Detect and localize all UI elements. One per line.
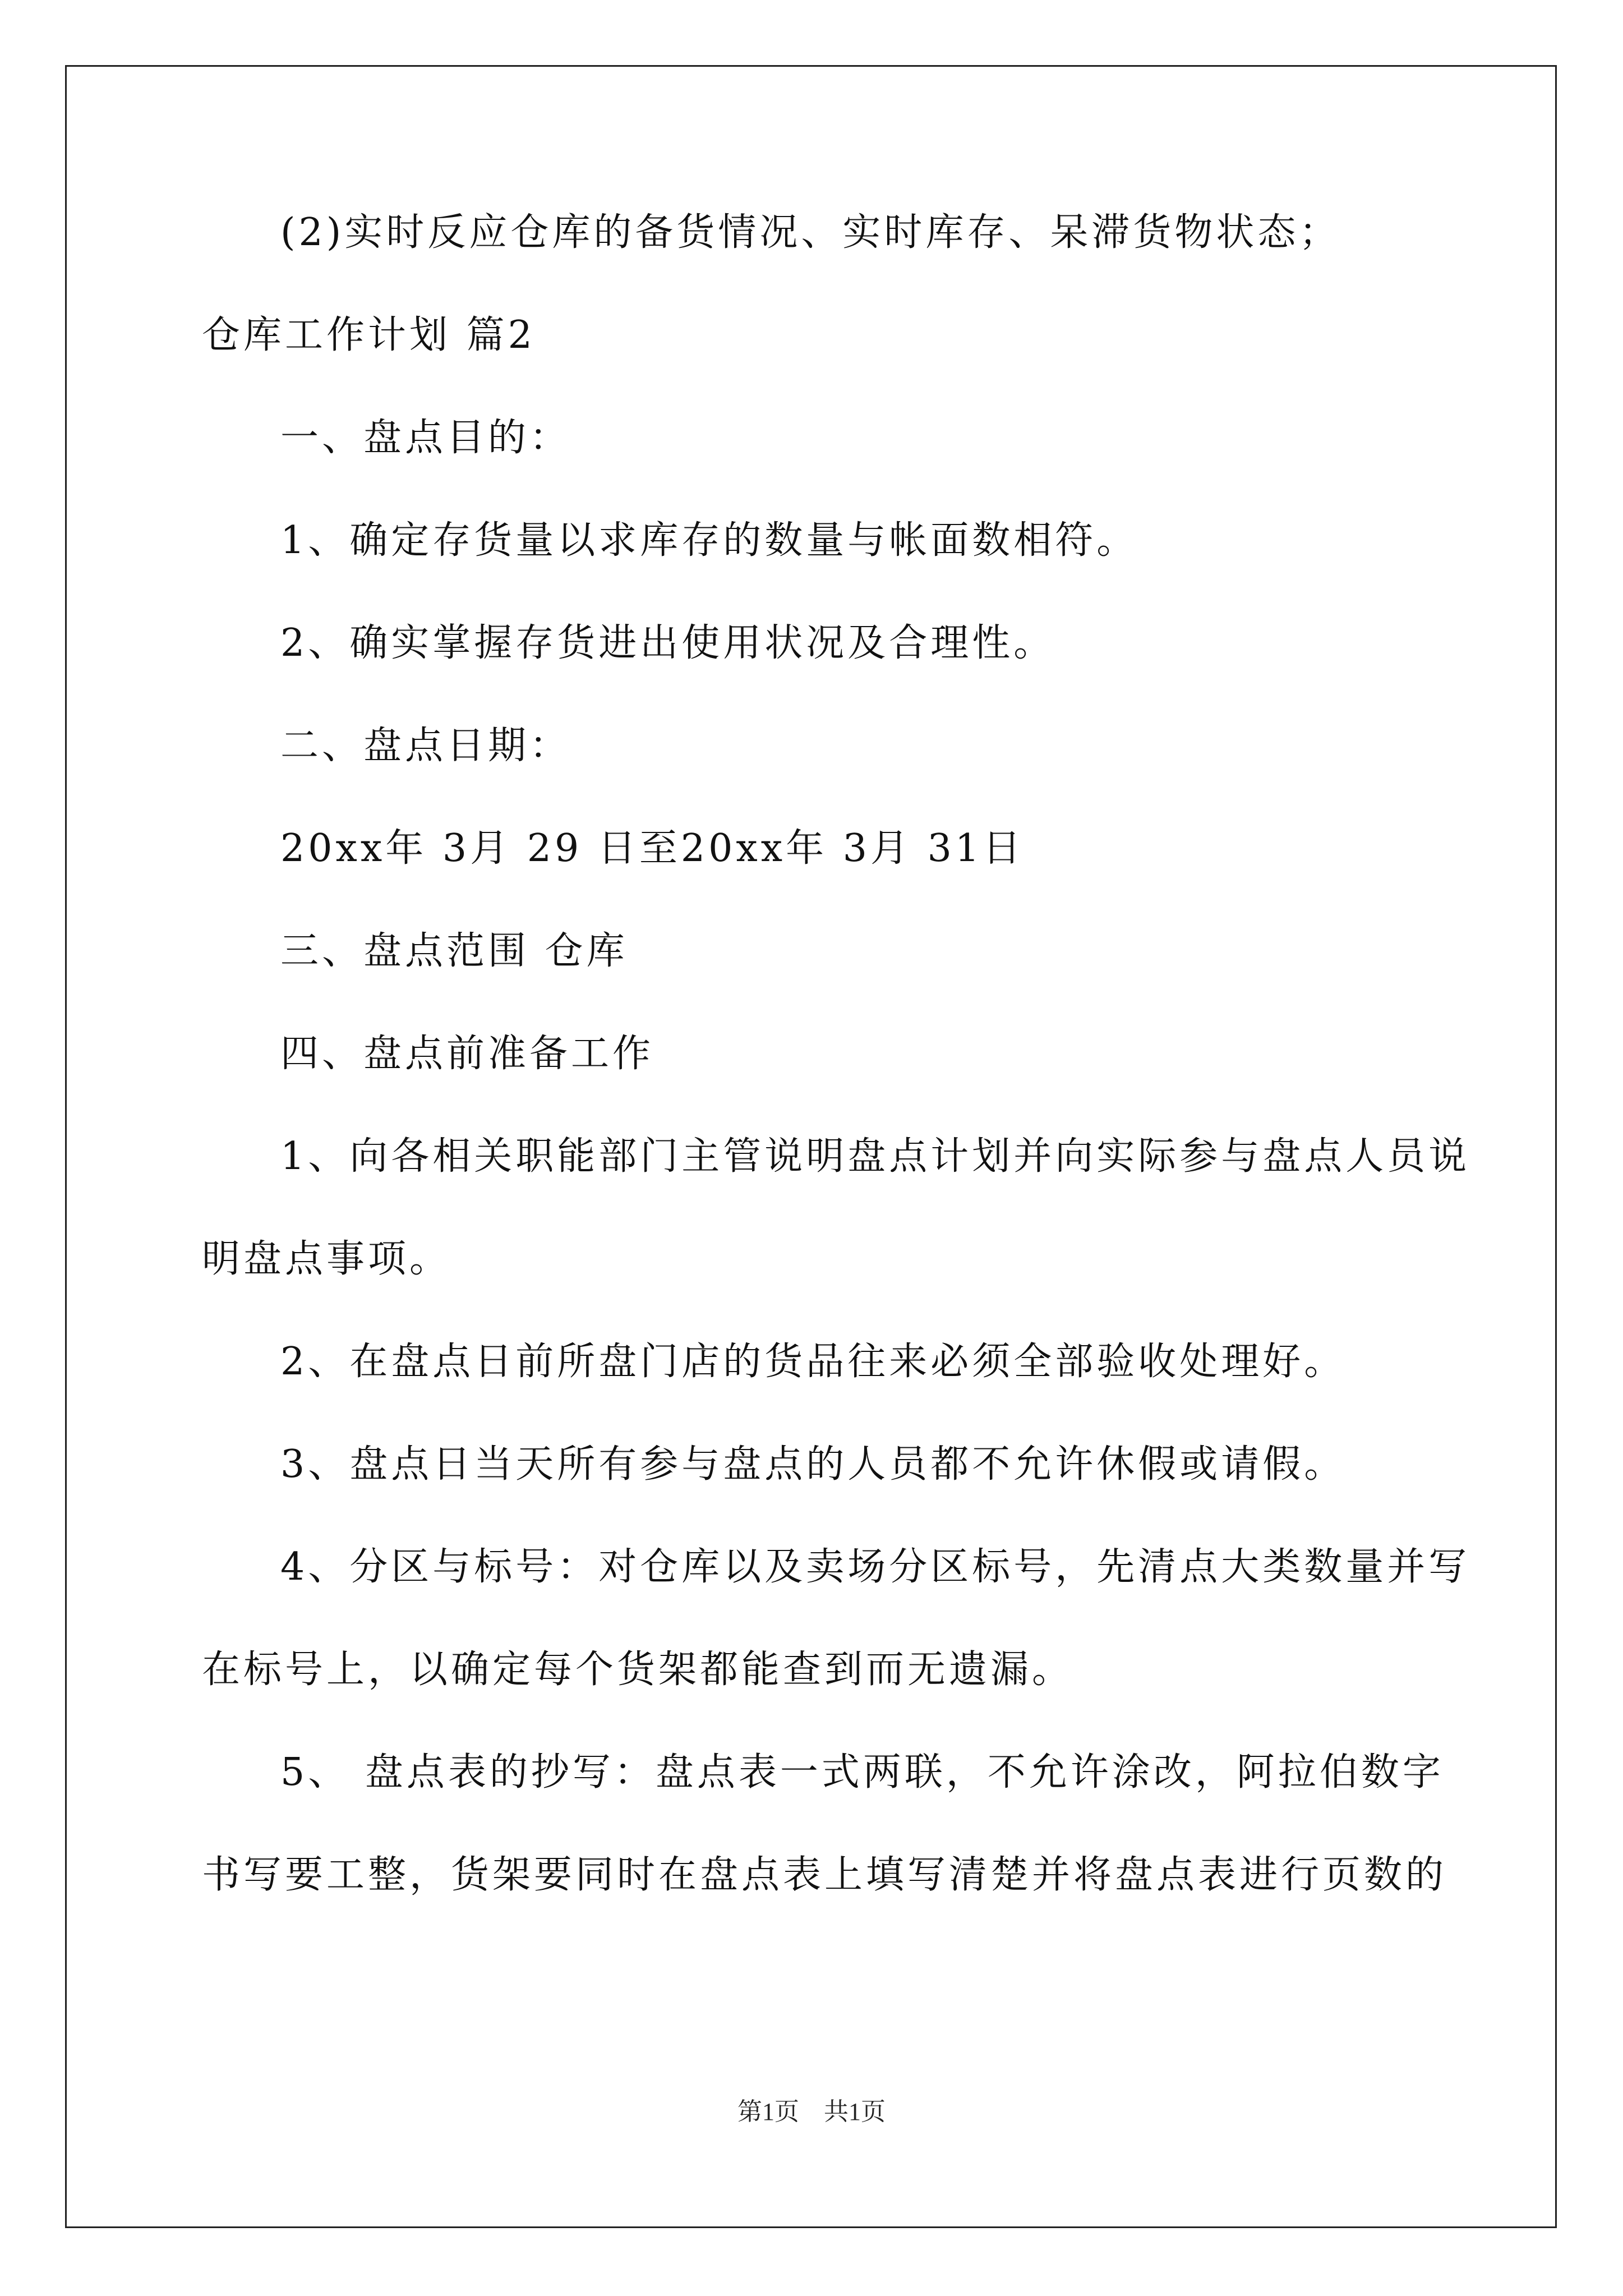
paragraph-line: 20xx年 3月 29 日至20xx年 3月 31日 [280, 826, 1025, 871]
section-heading: 仓库工作计划 篇2 [202, 313, 536, 357]
paragraph-line: (2)实时反应仓库的备货情况、实时库存、呆滞货物状态； [280, 210, 1341, 255]
paragraph-line: 2、在盘点日前所盘门店的货品往来必须全部验收处理好。 [280, 1340, 1346, 1384]
paragraph-line: 在标号上，以确定每个货架都能查到而无遗漏。 [202, 1648, 1074, 1692]
paragraph-line: 5、 盘点表的抄写：盘点表一式两联，不允许涂改，阿拉伯数字 [280, 1750, 1444, 1795]
page-number-footer: 第1页 共1页 [737, 2098, 886, 2125]
paragraph-line: 4、分区与标号：对仓库以及卖场分区标号，先清点大类数量并写 [280, 1545, 1470, 1589]
subsection-heading: 二、盘点日期： [280, 724, 571, 768]
paragraph-line: 3、盘点日当天所有参与盘点的人员都不允许休假或请假。 [280, 1442, 1346, 1487]
subsection-heading: 四、盘点前准备工作 [280, 1032, 654, 1076]
subsection-heading: 一、盘点目的： [280, 416, 571, 460]
paragraph-line: 明盘点事项。 [202, 1237, 451, 1281]
subsection-heading: 三、盘点范围 仓库 [280, 929, 628, 973]
paragraph-line: 2、确实掌握存货进出使用状况及合理性。 [280, 621, 1055, 665]
paragraph-line: 1、向各相关职能部门主管说明盘点计划并向实际参与盘点人员说 [280, 1134, 1470, 1179]
paragraph-line: 书写要工整，货架要同时在盘点表上填写清楚并将盘点表进行页数的 [202, 1853, 1447, 1897]
paragraph-line: 1、确定存货量以求库存的数量与帐面数相符。 [280, 518, 1138, 563]
